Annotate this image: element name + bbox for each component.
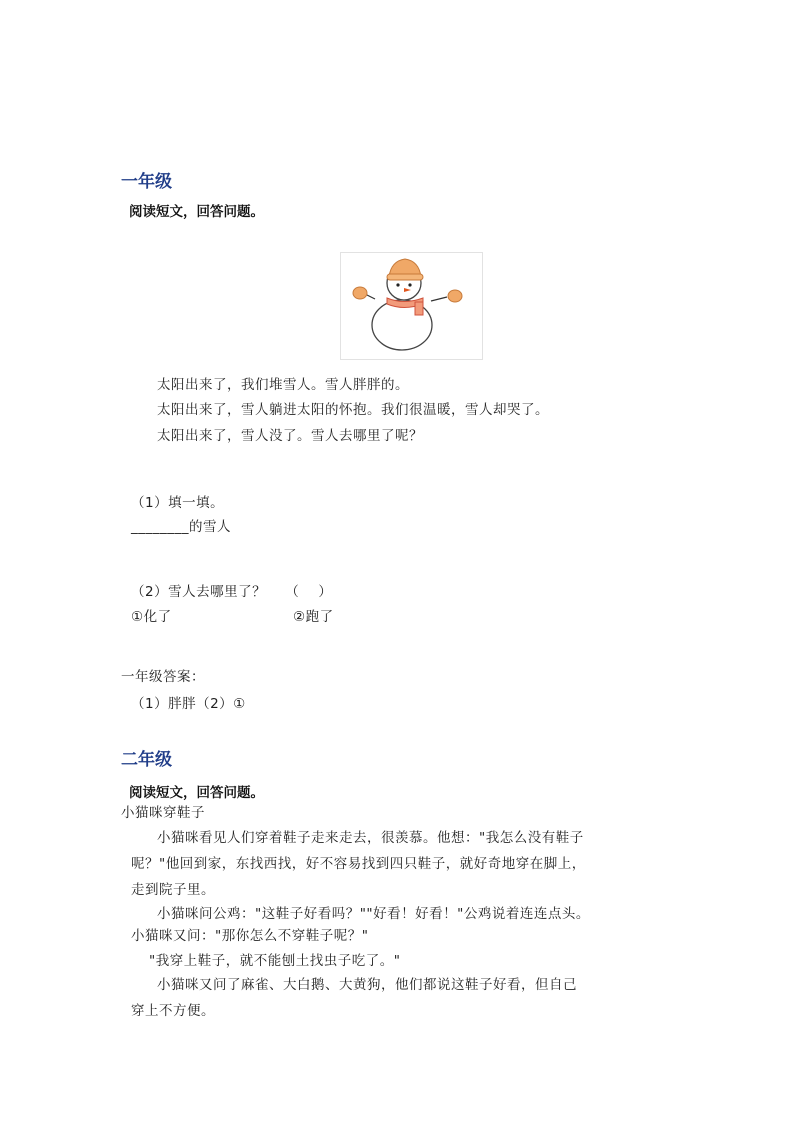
- grade2-line-2: 呢？"他回到家，东找西找，好不容易找到四只鞋子，就好奇地穿在脚上，: [131, 856, 586, 872]
- grade1-passage-line-1: 太阳出来了，我们堆雪人。雪人胖胖的。: [157, 377, 409, 393]
- grade1-instruction: 阅读短文，回答问题。: [129, 204, 264, 220]
- grade1-question-1: （1）填一填。: [131, 495, 225, 511]
- snowman-illustration: [341, 253, 482, 359]
- grade2-story-title: 小猫咪穿鞋子: [121, 805, 205, 821]
- grade1-answer-label: 一年级答案：: [121, 669, 205, 685]
- grade1-option-1: ①化了: [131, 609, 172, 625]
- grade2-title: 二年级: [121, 750, 172, 770]
- grade1-title: 一年级: [121, 172, 172, 192]
- grade1-option-2: ②跑了: [293, 609, 334, 625]
- grade2-line-8: 穿上不方便。: [131, 1003, 215, 1019]
- grade1-question-1-blank: ________的雪人: [131, 519, 231, 535]
- grade2-line-3: 走到院子里。: [131, 882, 215, 898]
- snowman-image: [340, 252, 483, 360]
- grade2-line-6: "我穿上鞋子，就不能刨土找虫子吃了。": [149, 953, 401, 969]
- grade2-instruction: 阅读短文，回答问题。: [129, 785, 264, 801]
- grade1-passage-line-2: 太阳出来了，雪人躺进太阳的怀抱。我们很温暖，雪人却哭了。: [157, 402, 549, 418]
- grade1-question-2: （2）雪人去哪里了？ （ ）: [131, 584, 333, 600]
- grade1-answer: （1）胖胖（2）①: [131, 696, 246, 712]
- grade2-line-4: 小猫咪问公鸡："这鞋子好看吗？""好看！好看！"公鸡说着连连点头。: [157, 906, 590, 922]
- grade1-passage-line-3: 太阳出来了，雪人没了。雪人去哪里了呢？: [157, 428, 423, 444]
- grade2-line-7: 小猫咪又问了麻雀、大白鹅、大黄狗，他们都说这鞋子好看，但自己: [157, 977, 577, 993]
- grade2-line-1: 小猫咪看见人们穿着鞋子走来走去，很羡慕。他想："我怎么没有鞋子: [157, 830, 584, 846]
- grade2-line-5: 小猫咪又问："那你怎么不穿鞋子呢？": [131, 928, 369, 944]
